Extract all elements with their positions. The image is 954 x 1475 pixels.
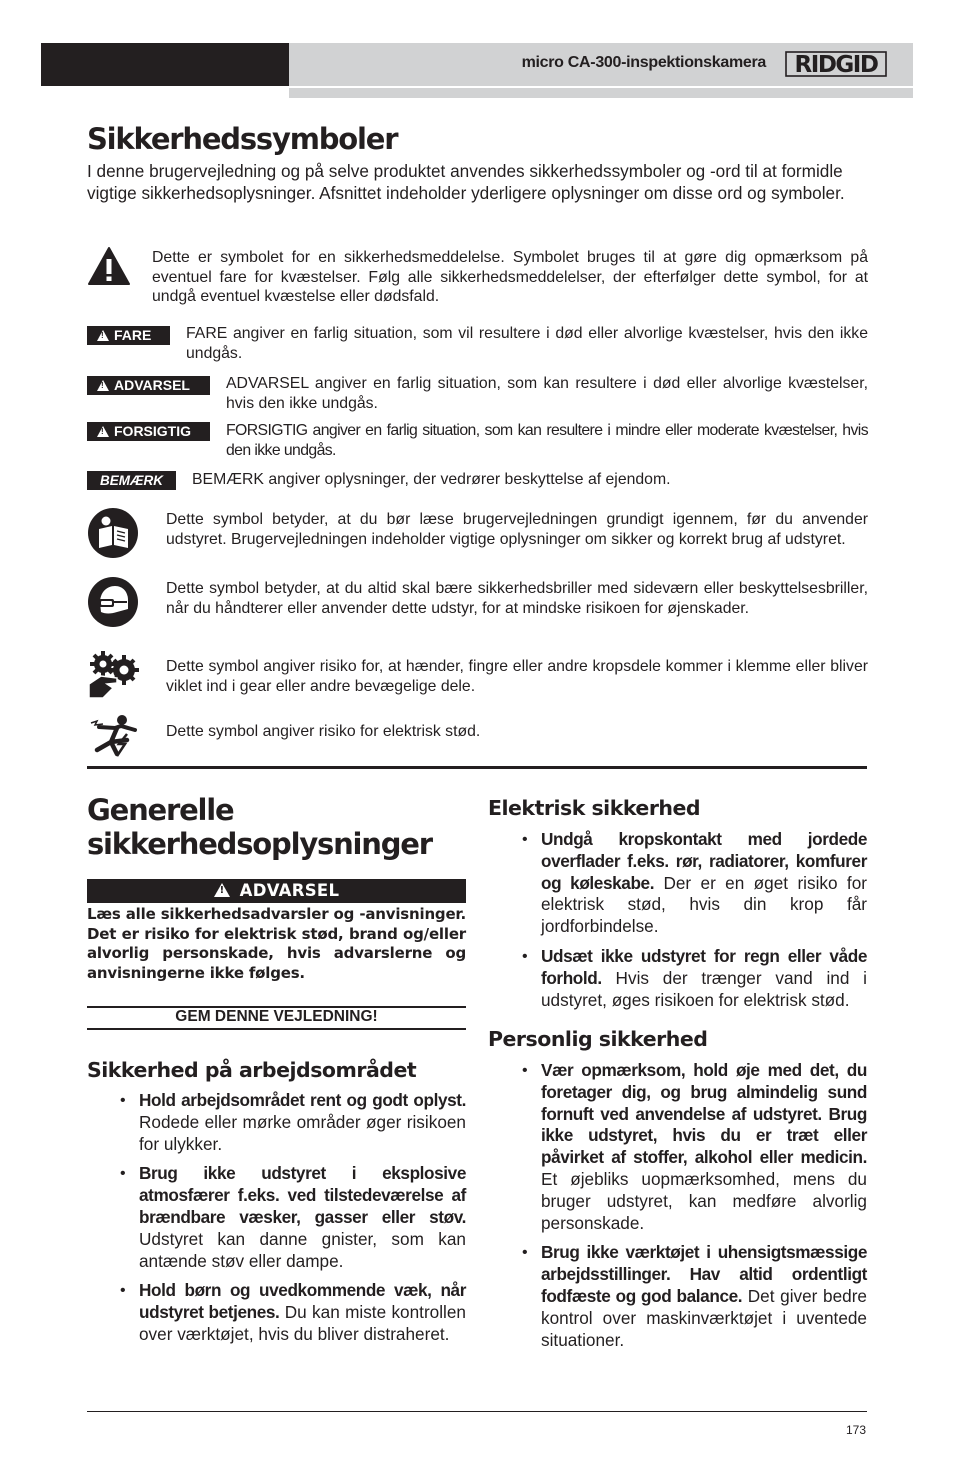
header-stripe bbox=[289, 88, 913, 98]
intro-paragraph: I denne brugervejledning og på selve produktet anvendes sikkerhedssymboler og -ord til at formidle vigtige sikkerhedsoplysninger. Afsnittet indeholder yderligere oplysninger om disse ord og symboler. bbox=[87, 161, 845, 203]
list-item: • Hold arbejdsområdet rent og godt oplyst. Rodede eller mørke områder øger risikoen for ulykker. bbox=[139, 1090, 466, 1155]
personal-heading: Personlig sikkerhed bbox=[488, 1027, 708, 1051]
personal-list bbox=[541, 1060, 867, 1359]
list-item: • Vær opmærksom, hold øje med det, du foretager dig, og brug almindelig sund fornuft ved anvendelse af udstyret. Brug ikke udstyret, hvis du er træt eller påvirket af stoffer, alkohol eller medicin. Et øjebliks uopmærksomhed, mens du bruger udstyret, kan medføre alvorlig personskade. bbox=[541, 1060, 867, 1234]
ridgid-logo bbox=[785, 51, 887, 77]
signal-forsigtig-text: FORSIGTIG angiver en farlig situation, som kan resultere i mindre eller moderate kvæstelser, hvis den ikke undgås. bbox=[226, 422, 868, 459]
signal-bemaerk-badge: BEMÆRK bbox=[87, 471, 176, 490]
signal-fare-text: FARE angiver en farlig situation, som vil resultere i død eller alvorlige kvæstelser, hvis den ikke undgås. bbox=[186, 325, 868, 362]
workarea-heading: Sikkerhed på arbejdsområdet bbox=[87, 1058, 417, 1082]
safety-glasses-icon bbox=[87, 576, 139, 628]
electric-shock-text: Dette symbol angiver risiko for elektrisk stød. bbox=[166, 723, 481, 740]
warning-triangle-icon bbox=[97, 380, 109, 391]
alert-symbol-text: Dette er symbolet for en sikkerhedsmeddelelse. Symbolet bruges til at gøre dig opmærksom på eventuel fare for kvæstelser. Følg alle sikkerhedsmeddelelser, der efterfølger dette symbol, for at undgå eventuel kvæstelse eller dødsfald. bbox=[152, 249, 868, 305]
warning-banner: !ADVARSEL bbox=[87, 879, 466, 903]
signal-advarsel-badge: !ADVARSEL bbox=[87, 376, 210, 395]
signal-bemaerk-text: BEMÆRK angiver oplysninger, der vedrører beskyttelse af ejendom. bbox=[192, 471, 671, 488]
read-manual-icon bbox=[87, 507, 139, 559]
header-title: micro CA-300-inspektionskamera bbox=[521, 54, 766, 71]
header-dark-bar bbox=[41, 43, 291, 86]
page-title: Sikkerhedssymboler bbox=[87, 122, 398, 156]
signal-advarsel-text: ADVARSEL angiver en farlig situation, som kan resultere i død eller alvorlige kvæstelser, hvis den ikke undgås. bbox=[226, 375, 868, 412]
list-item: • Undgå kropskontakt med jordede overflader f.eks. rør, radiatorer, komfurer og køleskabe. Der er en øget risiko for elektrisk stød, hvis din krop får jordforbindelse. bbox=[541, 829, 867, 938]
page-number: 173 bbox=[846, 1423, 867, 1437]
electrical-list bbox=[541, 829, 867, 1019]
electric-shock-icon bbox=[87, 710, 139, 762]
gear-hand-text: Dette symbol angiver risiko for, at hænder, fingre eller andre kropsdele kommer i klemme eller bliver viklet ind i gear eller andre bevægelige dele. bbox=[166, 658, 868, 695]
workarea-list bbox=[139, 1090, 466, 1354]
safety-alert-icon bbox=[87, 246, 131, 286]
read-manual-text: Dette symbol betyder, at du bør læse brugervejledningen grundigt igennem, før du anvender udstyret. Brugervejledningen indeholder vigtige oplysninger om sikker og korrekt brug af udstyret. bbox=[166, 511, 868, 548]
warning-triangle-icon bbox=[97, 330, 109, 341]
svg-text:RIDGID: RIDGID bbox=[794, 52, 878, 77]
list-item: • Udsæt ikke udstyret for regn eller våde forhold. Hvis der trænger vand ind i udstyret, øges risikoen for elektrisk stød. bbox=[541, 946, 867, 1011]
footer-rule bbox=[87, 1411, 867, 1412]
safety-glasses-text: Dette symbol betyder, at du altid skal bære sikkerhedsbriller med sideværn eller beskyttelsesbriller, når du håndterer eller anvender dette udstyr, for at mindske risikoen for øjenskader. bbox=[166, 580, 868, 617]
signal-forsigtig-badge: !FORSIGTIG bbox=[87, 422, 210, 441]
electrical-heading: Elektrisk sikkerhed bbox=[488, 796, 701, 820]
list-item: • Brug ikke værktøjet i uhensigtsmæssige arbejdsstillinger. Hav altid ordentligt fodfæste og god balance. Det giver bedre kontrol over maskinværktøjet i uventede situationer. bbox=[541, 1242, 867, 1351]
gear-hand-icon bbox=[87, 648, 139, 700]
warning-text: Læs alle sikkerhedsadvarsler og -anvisninger. Det er risiko for elektrisk stød, brand og/eller alvorlig personskade, hvis advarslerne og anvisningerne ikke følges. bbox=[87, 905, 466, 982]
warning-triangle-icon bbox=[214, 883, 230, 897]
save-rule-bottom bbox=[87, 1028, 466, 1030]
warning-triangle-icon bbox=[97, 426, 109, 437]
list-item: • Hold børn og uvedkommende væk, når udstyret betjenes. Du kan miste kontrollen over værktøjet, hvis du bliver distraheret. bbox=[139, 1280, 466, 1345]
section-divider bbox=[87, 766, 867, 769]
general-heading: Generelle sikkerhedsoplysninger bbox=[87, 793, 432, 861]
save-instructions: GEM DENNE VEJLEDNING! bbox=[175, 1008, 378, 1025]
signal-fare-badge: !FARE bbox=[87, 326, 170, 345]
list-item: • Brug ikke udstyret i eksplosive atmosfærer f.eks. ved tilstedeværelse af brændbare væsker, gasser eller støv. Udstyret kan danne gnister, som kan antænde støv eller dampe. bbox=[139, 1163, 466, 1272]
